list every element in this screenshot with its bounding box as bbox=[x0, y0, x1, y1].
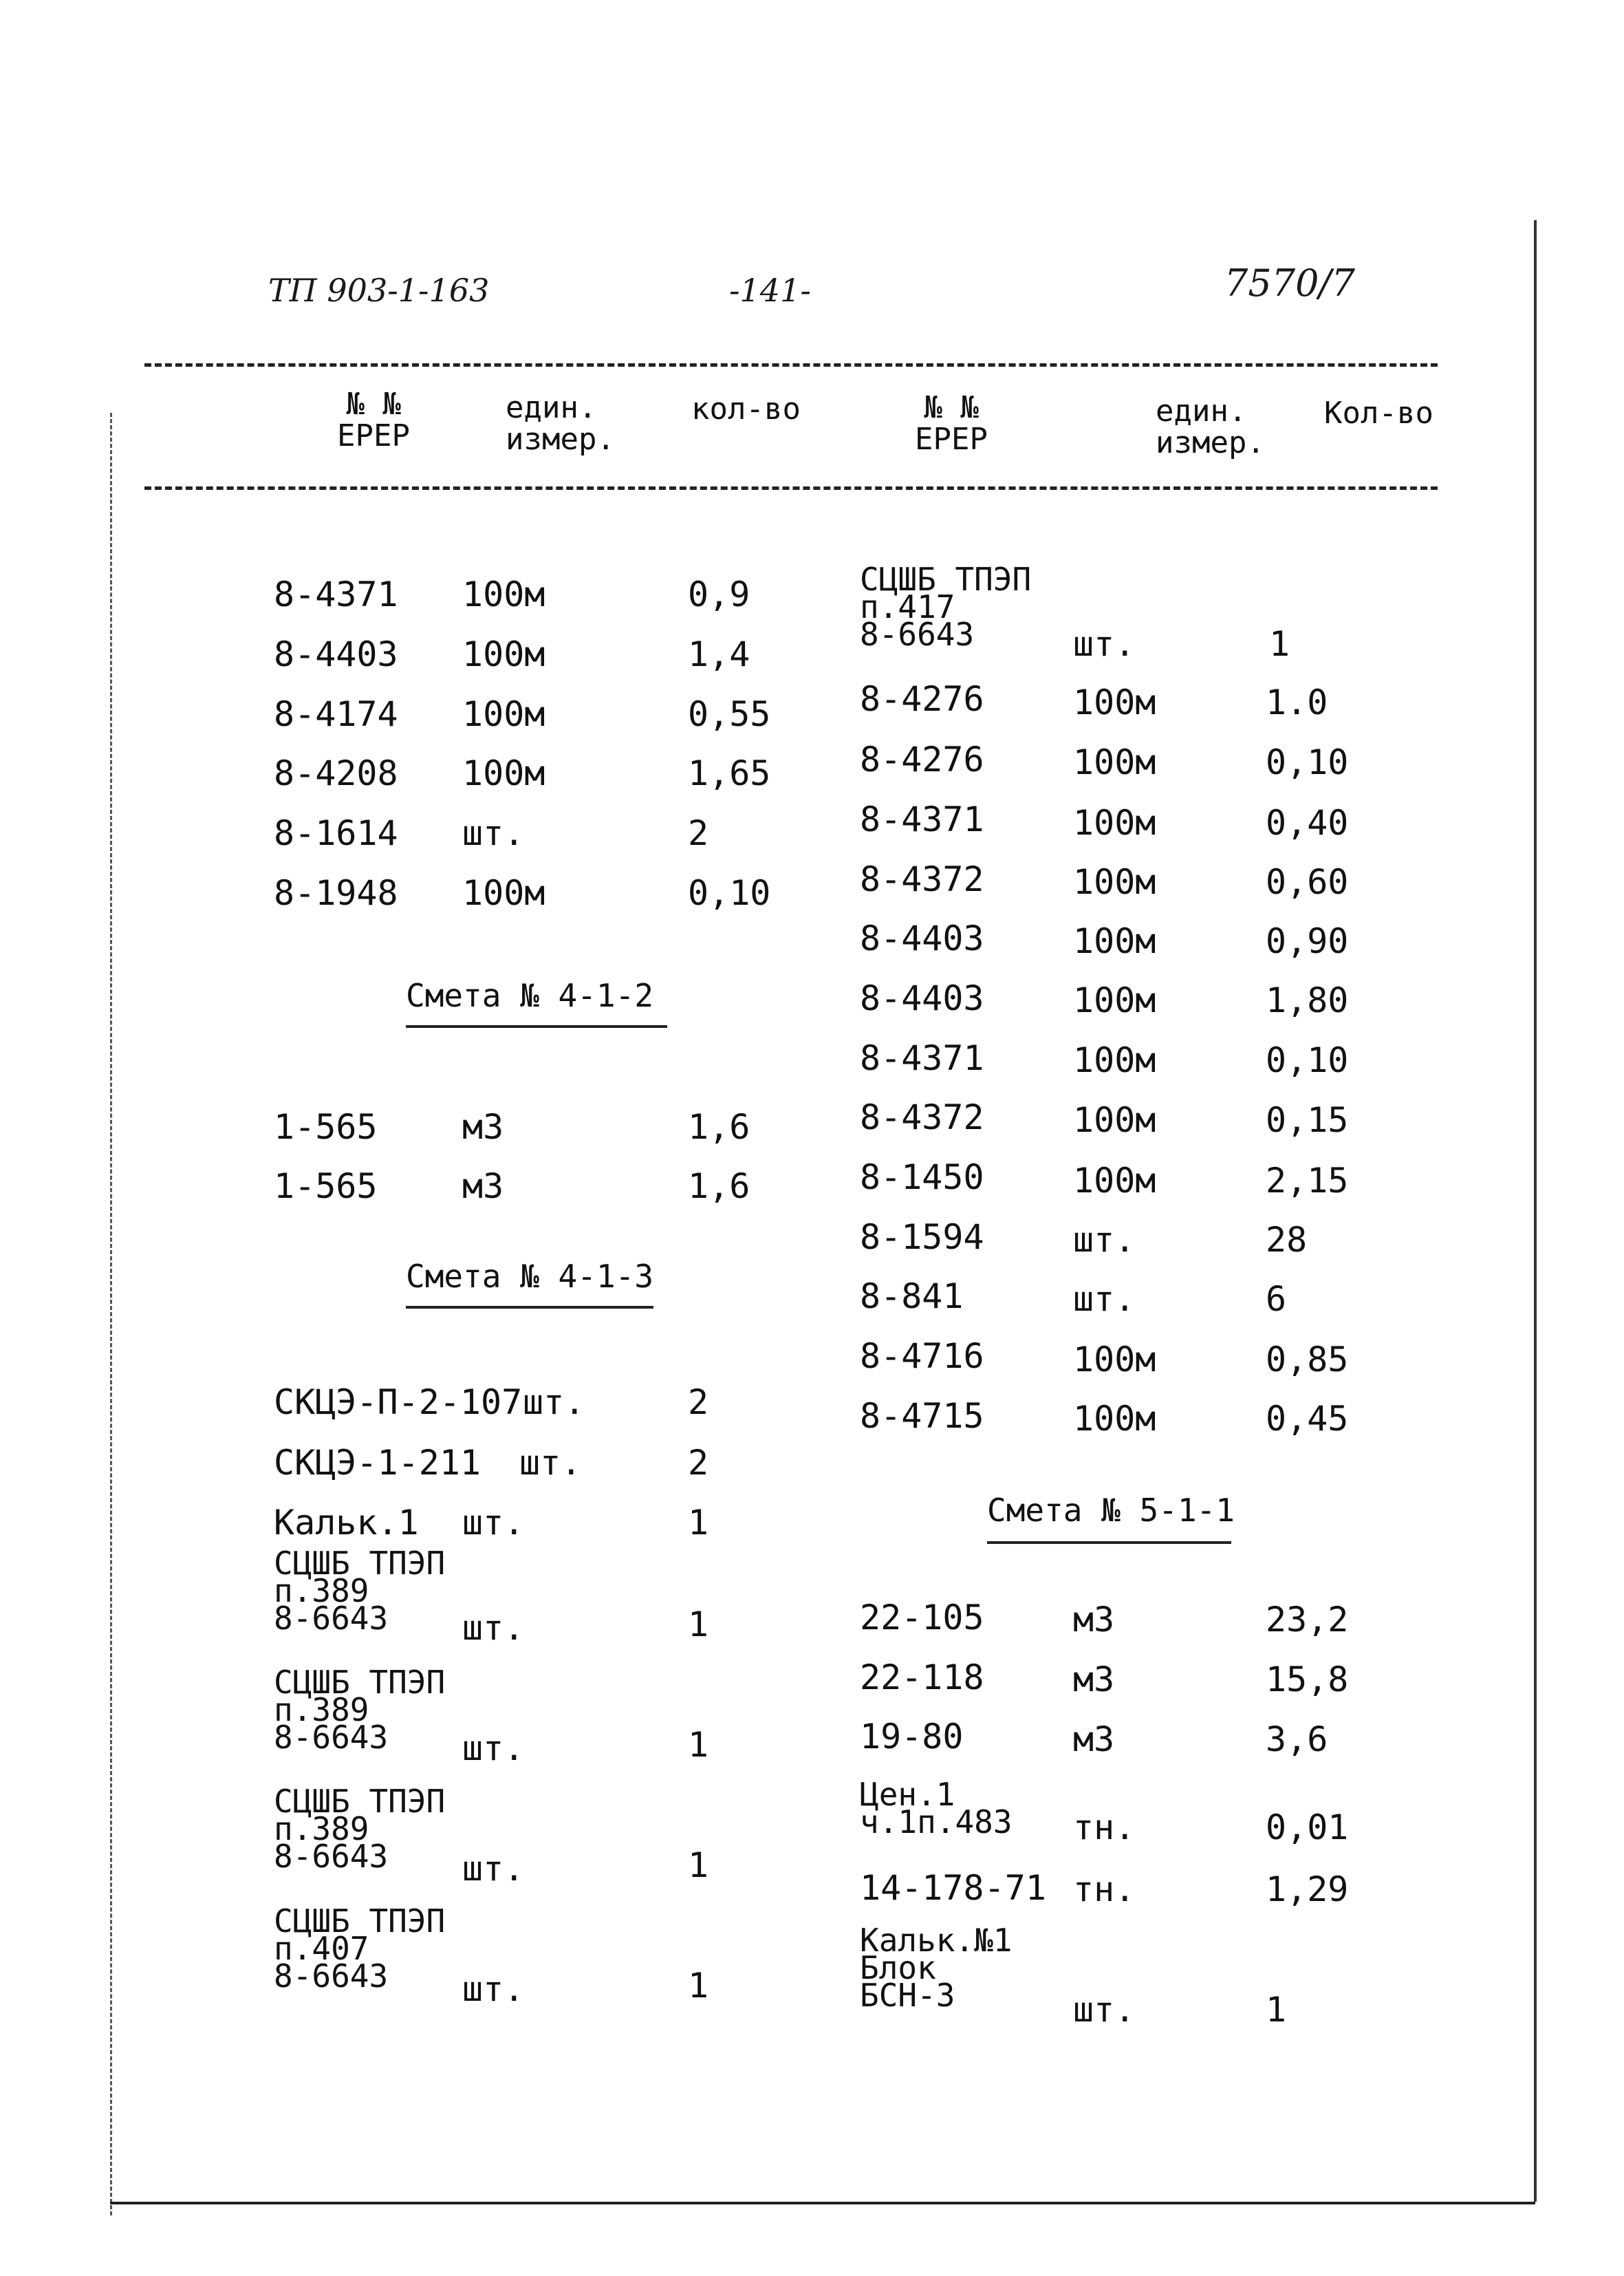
row-code-line: п.389 bbox=[274, 1810, 369, 1847]
row-unit: 100м bbox=[1073, 742, 1156, 782]
row-qty: 0,15 bbox=[1266, 1100, 1349, 1140]
row-qty: 0,9 bbox=[688, 575, 750, 614]
page-number: -141- bbox=[729, 272, 811, 309]
inventory-number: 7570/7 bbox=[1224, 261, 1355, 305]
row-code: 19-80 bbox=[860, 1717, 964, 1757]
row-unit: 100м bbox=[1073, 862, 1156, 902]
row-code: 8-4372 bbox=[860, 859, 984, 899]
row-code: 8-1450 bbox=[860, 1157, 984, 1197]
row-qty: 6 bbox=[1266, 1279, 1287, 1319]
row-qty: 2,15 bbox=[1266, 1161, 1349, 1201]
row-code: СКЦЭ-1-211 bbox=[274, 1443, 481, 1483]
row-qty: 0,10 bbox=[1266, 742, 1349, 782]
header-bottom-rule bbox=[144, 486, 1438, 490]
row-code: 14-178-71 bbox=[860, 1868, 1046, 1908]
row-qty: 23,2 bbox=[1266, 1600, 1349, 1640]
col-header-left-erer: № № ЕРЕР bbox=[337, 387, 410, 453]
row-code: 8-4371 bbox=[860, 1038, 984, 1078]
row-code: 8-4403 bbox=[860, 978, 984, 1018]
row-qty: 1,6 bbox=[688, 1107, 750, 1147]
row-code-line: БСН-3 bbox=[860, 1977, 955, 2014]
row-qty: 1,80 bbox=[1266, 980, 1349, 1020]
row-code: 8-4715 bbox=[860, 1396, 984, 1436]
col-header-right-erer: № № ЕРЕР bbox=[915, 390, 988, 457]
row-code-line: Блок bbox=[860, 1949, 936, 1986]
row-code-line: 8-6643 bbox=[274, 1838, 389, 1875]
row-code: 1-565 bbox=[274, 1107, 378, 1147]
row-code: 8-4403 bbox=[274, 634, 398, 674]
row-code: 22-105 bbox=[860, 1598, 984, 1638]
row-qty: 1 bbox=[688, 1604, 709, 1644]
row-qty: 1 bbox=[688, 1725, 709, 1765]
row-code: 8-4716 bbox=[860, 1336, 984, 1376]
col-header-right-qty: Кол-во bbox=[1324, 396, 1433, 431]
row-qty: 28 bbox=[1266, 1220, 1308, 1260]
row-qty: 15,8 bbox=[1266, 1660, 1349, 1699]
row-code: 8-4371 bbox=[274, 575, 398, 614]
row-unit: м3 bbox=[1073, 1600, 1115, 1640]
row-qty: 0,10 bbox=[688, 873, 771, 913]
row-unit: шт. bbox=[1073, 1990, 1136, 2030]
row-qty: 0,85 bbox=[1266, 1340, 1349, 1379]
row-code: 8-4174 bbox=[274, 694, 398, 734]
row-qty: 1 bbox=[1269, 624, 1290, 664]
row-qty: 1,6 bbox=[688, 1166, 750, 1206]
row-qty: 1 bbox=[688, 1966, 709, 2006]
row-qty: 1,29 bbox=[1266, 1869, 1349, 1909]
row-code: 22-118 bbox=[860, 1657, 984, 1697]
header-top-rule bbox=[144, 363, 1438, 367]
row-qty: 0,60 bbox=[1266, 862, 1349, 902]
row-code: 8-841 bbox=[860, 1276, 964, 1316]
row-unit: шт. bbox=[462, 1503, 525, 1543]
row-unit: тн. bbox=[1073, 1807, 1136, 1847]
row-qty: 2 bbox=[688, 813, 709, 853]
row-qty: 0,10 bbox=[1266, 1040, 1349, 1080]
row-code-block bbox=[860, 561, 1032, 653]
row-unit: м3 bbox=[462, 1107, 504, 1147]
row-code: 8-1614 bbox=[274, 813, 398, 853]
row-code-line: СЦШБ ТПЭП bbox=[274, 1783, 446, 1820]
row-unit: шт. bbox=[462, 1728, 525, 1768]
row-code: 8-1948 bbox=[274, 873, 398, 913]
row-qty: 0,01 bbox=[1266, 1807, 1349, 1847]
section-underline bbox=[406, 1306, 653, 1309]
row-code: 8-1594 bbox=[860, 1217, 984, 1257]
row-unit: 100м bbox=[1073, 921, 1156, 961]
row-unit: шт. bbox=[519, 1443, 582, 1483]
bottom-border-line bbox=[110, 2202, 1535, 2204]
row-unit: м3 bbox=[1073, 1719, 1115, 1759]
row-qty: 2 bbox=[688, 1382, 709, 1422]
row-code: 1-565 bbox=[274, 1166, 378, 1206]
row-code: 8-4208 bbox=[274, 753, 398, 793]
row-qty: 1.0 bbox=[1266, 683, 1328, 722]
row-unit: 100м bbox=[1073, 803, 1156, 843]
col-header-left-qty: кол-во bbox=[691, 391, 801, 427]
section-underline bbox=[406, 1025, 667, 1028]
row-code-line: Цен.1 bbox=[860, 1776, 955, 1813]
row-code-line: СЦШБ ТПЭП bbox=[274, 1902, 446, 1940]
row-code-block bbox=[860, 1776, 1013, 1840]
row-qty: 1,4 bbox=[688, 634, 750, 674]
row-code: СКЦЭ-П-2-107 bbox=[274, 1382, 523, 1422]
row-qty: 1 bbox=[688, 1845, 709, 1885]
row-code-line: СЦШБ ТПЭП bbox=[274, 1664, 446, 1701]
row-code-line: п.389 bbox=[274, 1572, 369, 1609]
row-unit: 100м bbox=[462, 694, 545, 734]
right-border-line bbox=[1534, 220, 1537, 2202]
row-qty: 0,90 bbox=[1266, 921, 1349, 961]
row-unit: 100м bbox=[462, 634, 545, 674]
row-code: 8-4372 bbox=[860, 1097, 984, 1137]
row-unit: 100м bbox=[1073, 1100, 1156, 1140]
row-code-line: ч.1п.483 bbox=[860, 1803, 1013, 1840]
row-qty: 2 bbox=[688, 1443, 709, 1483]
row-unit: шт. bbox=[1073, 1220, 1136, 1260]
row-code-line: 8-6643 bbox=[274, 1600, 389, 1637]
row-unit: шт. bbox=[1073, 624, 1136, 664]
row-code-line: СЦШБ ТПЭП bbox=[860, 561, 1032, 598]
section-heading: Смета № 4-1-2 bbox=[406, 977, 654, 1014]
row-code: Кальк.1 bbox=[274, 1503, 419, 1543]
row-code-line: 8-6643 bbox=[860, 616, 975, 653]
row-code-line: п.417 bbox=[860, 588, 955, 625]
row-unit: шт. bbox=[462, 813, 525, 853]
col-header-left-unit: един. измер. bbox=[506, 390, 615, 457]
row-unit: шт. bbox=[523, 1382, 585, 1422]
row-unit: 100м bbox=[1073, 1161, 1156, 1201]
section-heading: Смета № 5-1-1 bbox=[987, 1492, 1235, 1529]
row-qty: 0,45 bbox=[1266, 1399, 1349, 1439]
row-code: 8-4371 bbox=[860, 799, 984, 839]
row-qty: 1 bbox=[1266, 1990, 1287, 2030]
row-code-line: п.407 bbox=[274, 1930, 369, 1967]
left-border-line bbox=[110, 413, 112, 2215]
section-heading: Смета № 4-1-3 bbox=[406, 1258, 654, 1295]
row-code-block bbox=[274, 1664, 446, 1756]
row-unit: м3 bbox=[462, 1166, 504, 1206]
row-unit: 100м bbox=[1073, 683, 1156, 722]
row-unit: шт. bbox=[1073, 1279, 1136, 1319]
row-qty: 1,65 bbox=[688, 753, 771, 793]
row-code-line: Кальк.№1 bbox=[860, 1922, 1013, 1959]
row-code-line: 8-6643 bbox=[274, 1957, 389, 1995]
row-unit: 100м bbox=[462, 873, 545, 913]
section-underline bbox=[987, 1541, 1231, 1544]
document-code: ТП 903-1-163 bbox=[268, 272, 490, 309]
row-code-block bbox=[274, 1902, 446, 1995]
row-unit: 100м bbox=[1073, 1340, 1156, 1379]
row-qty: 0,55 bbox=[688, 694, 771, 734]
row-qty: 3,6 bbox=[1266, 1719, 1328, 1759]
row-unit: 100м bbox=[1073, 1399, 1156, 1439]
row-code: 8-4403 bbox=[860, 919, 984, 958]
row-unit: 100м bbox=[1073, 1040, 1156, 1080]
row-unit: 100м bbox=[462, 575, 545, 614]
col-header-right-unit: един. измер. bbox=[1156, 394, 1265, 460]
row-code-line: п.389 bbox=[274, 1691, 369, 1728]
row-code-block bbox=[274, 1545, 446, 1637]
row-unit: шт. bbox=[462, 1969, 525, 2009]
row-code-block bbox=[274, 1783, 446, 1875]
row-unit: 100м bbox=[462, 753, 545, 793]
row-code-line: 8-6643 bbox=[274, 1719, 389, 1756]
row-code-block bbox=[860, 1922, 1013, 2014]
row-unit: тн. bbox=[1073, 1869, 1136, 1909]
row-unit: м3 bbox=[1073, 1660, 1115, 1699]
row-qty: 0,40 bbox=[1266, 803, 1349, 843]
row-unit: шт. bbox=[462, 1849, 525, 1889]
row-unit: 100м bbox=[1073, 980, 1156, 1020]
row-code: 8-4276 bbox=[860, 740, 984, 780]
row-unit: шт. bbox=[462, 1608, 525, 1648]
row-code-line: СЦШБ ТПЭП bbox=[274, 1545, 446, 1582]
row-code: 8-4276 bbox=[860, 679, 984, 719]
row-qty: 1 bbox=[688, 1503, 709, 1543]
